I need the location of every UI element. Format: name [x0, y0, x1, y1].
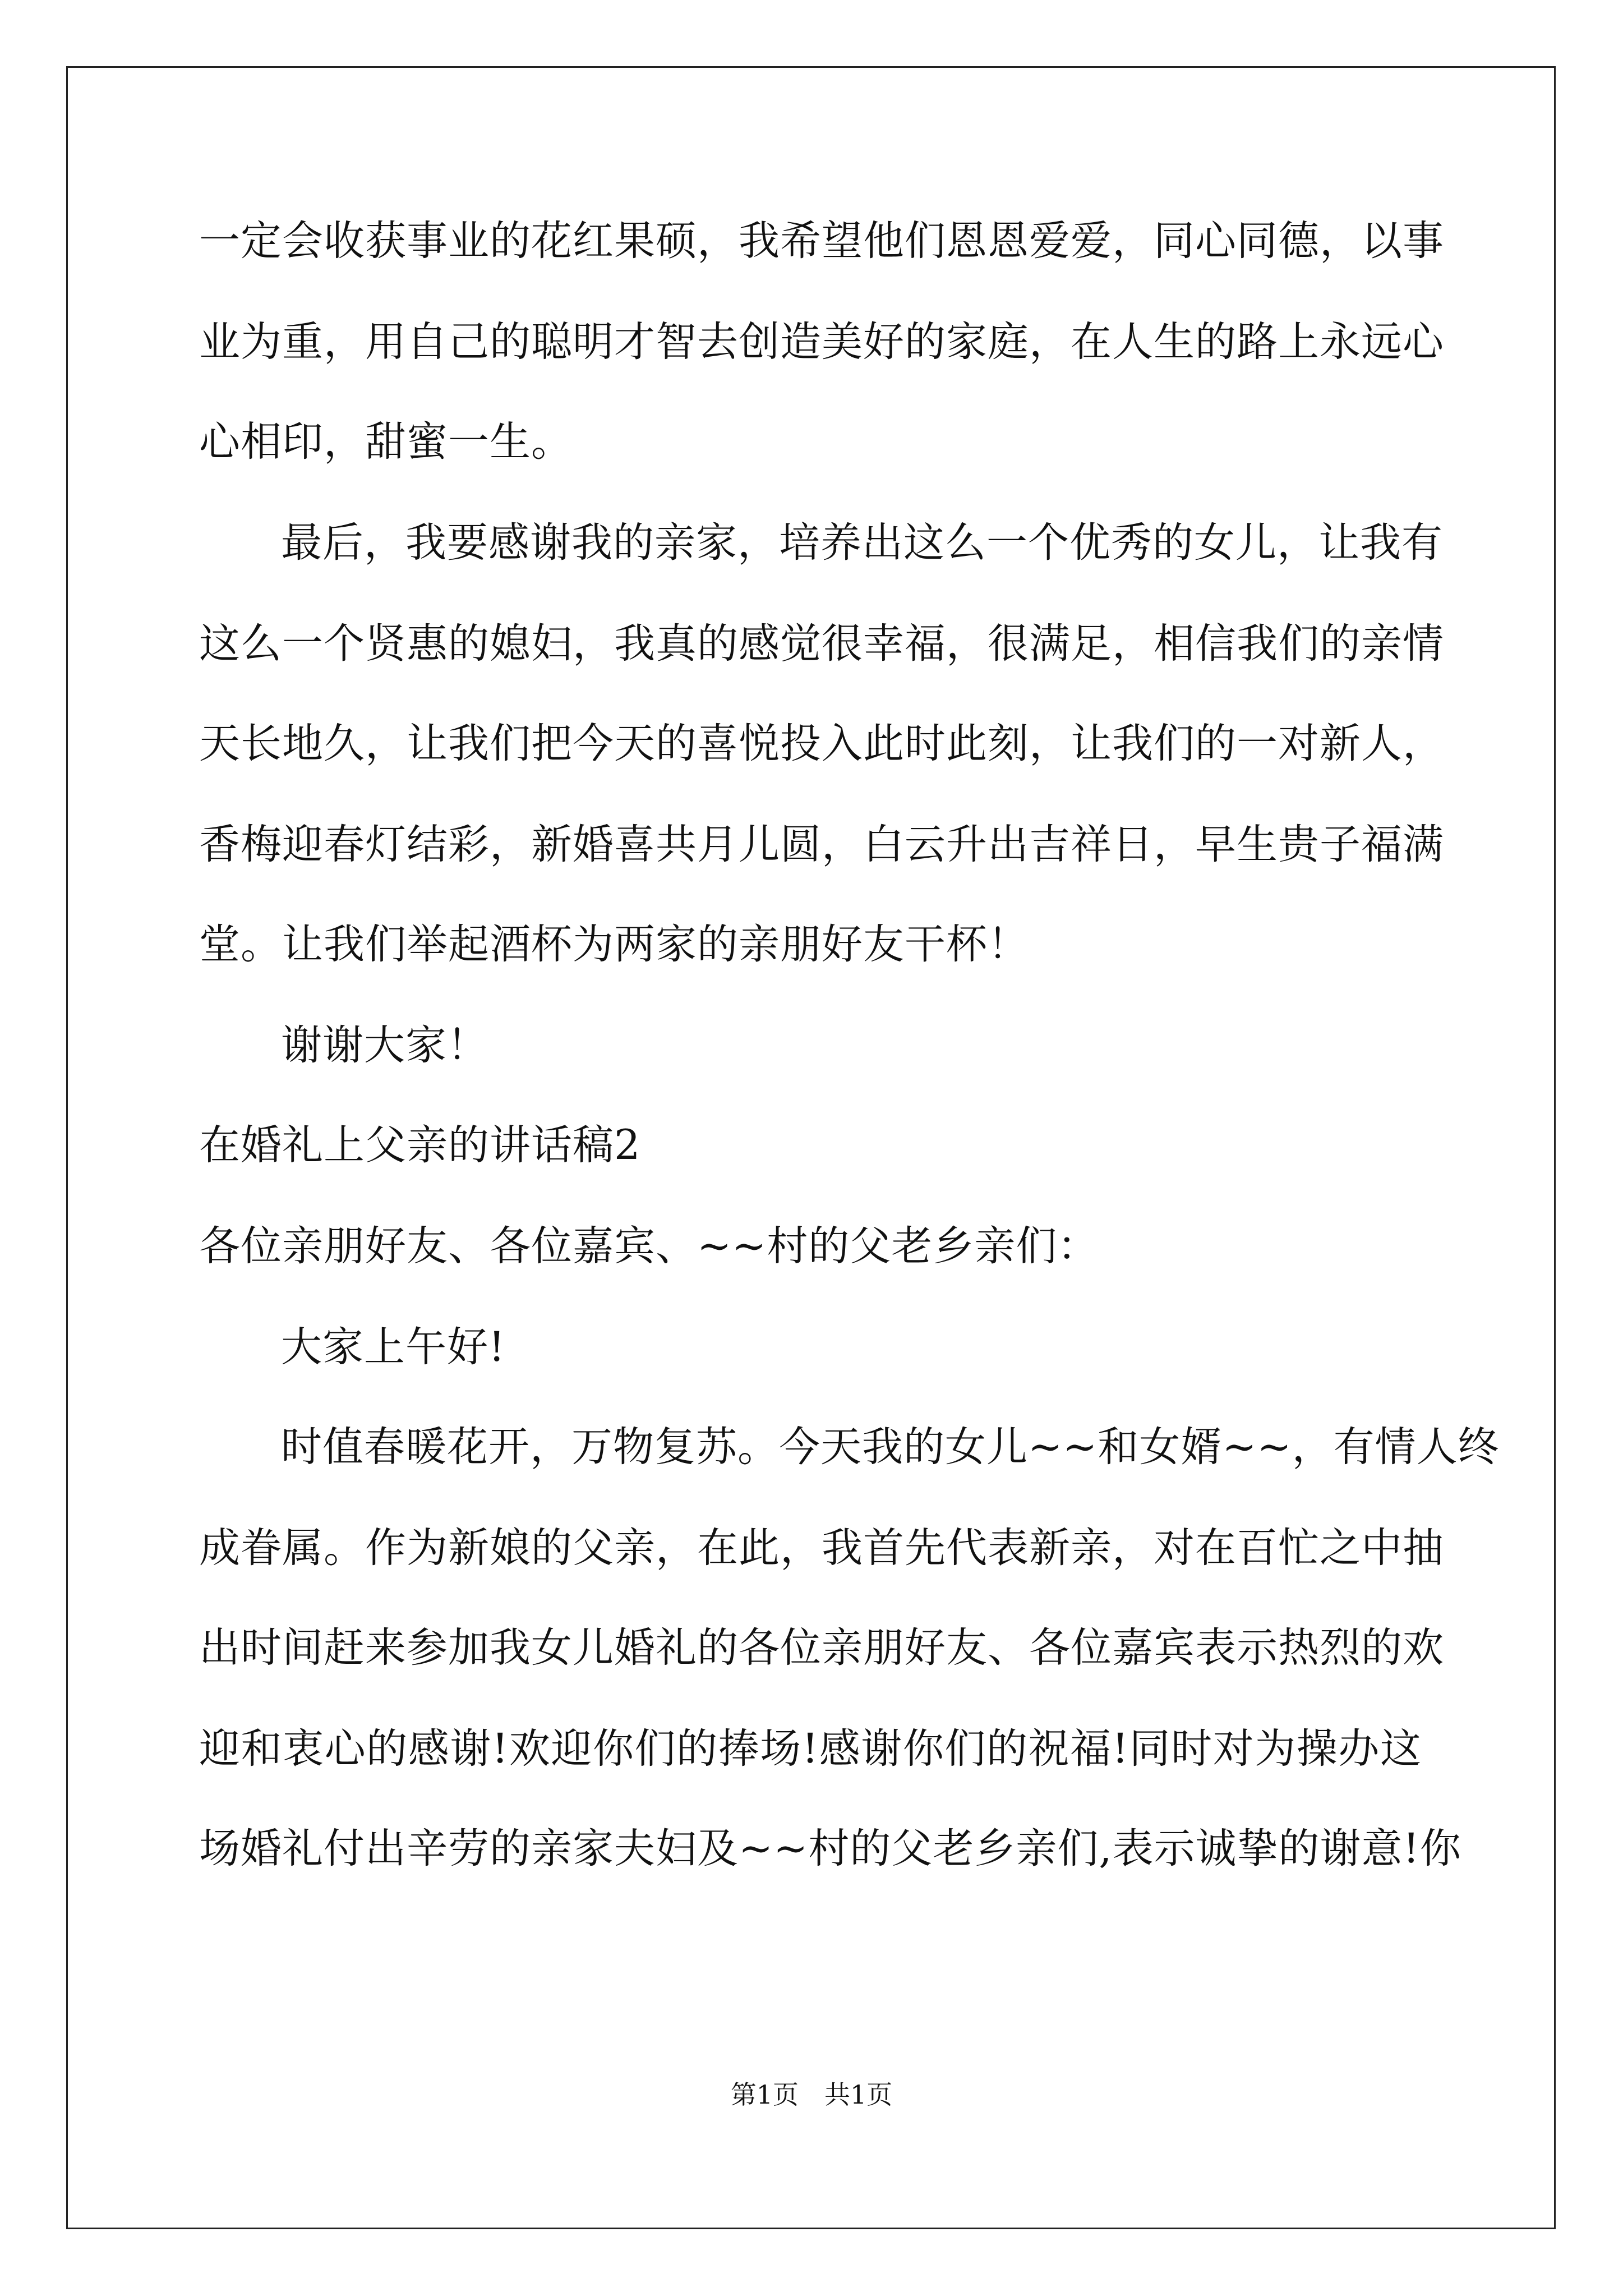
section-title: 在婚礼上父亲的讲话稿2: [199, 1121, 641, 1169]
paragraph-2-line-5: 堂。让我们举起酒杯为两家的亲朋好友干杯！: [199, 921, 1029, 968]
page-number-footer: 第1页 共1页: [730, 2079, 893, 2110]
body-paragraph-line-4: 迎和衷心的感谢!欢迎你们的捧场!感谢你们的祝福!同时对为操办这: [199, 1725, 1422, 1773]
closing-thanks: 谢谢大家！: [281, 1022, 488, 1069]
paragraph-1-line-2: 业为重，用自己的聪明才智去创造美好的家庭，在人生的路上永远心: [199, 318, 1444, 366]
salutation: 各位亲朋好友、各位嘉宾、~~村的父老乡亲们：: [199, 1222, 1099, 1270]
paragraph-2-line-2: 这么一个贤惠的媳妇，我真的感觉很幸福，很满足，相信我们的亲情: [199, 620, 1444, 668]
greeting: 大家上午好!: [281, 1323, 506, 1371]
body-paragraph-line-3: 出时间赶来参加我女儿婚礼的各位亲朋好友、各位嘉宾表示热烈的欢: [199, 1624, 1444, 1672]
paragraph-1-line-1: 一定会收获事业的花红果硕，我希望他们恩恩爱爱，同心同德，以事: [199, 217, 1444, 265]
paragraph-2-line-4: 香梅迎春灯结彩，新婚喜共月儿圆，白云升出吉祥日，早生贵子福满: [199, 821, 1444, 868]
body-paragraph-line-5: 场婚礼付出辛劳的亲家夫妇及~~村的父老乡亲们,表示诚挚的谢意!你: [199, 1825, 1461, 1872]
body-paragraph-line-1: 时值春暖花开，万物复苏。今天我的女儿~~和女婿~~，有情人终: [281, 1423, 1500, 1471]
body-paragraph-line-2: 成眷属。作为新娘的父亲，在此，我首先代表新亲，对在百忙之中抽: [199, 1524, 1444, 1572]
paragraph-2-line-1: 最后，我要感谢我的亲家，培养出这么一个优秀的女儿，让我有: [281, 519, 1443, 567]
paragraph-2-line-3: 天长地久，让我们把今天的喜悦投入此时此刻，让我们的一对新人，: [199, 720, 1444, 767]
paragraph-1-line-3: 心相印，甜蜜一生。: [199, 418, 573, 466]
